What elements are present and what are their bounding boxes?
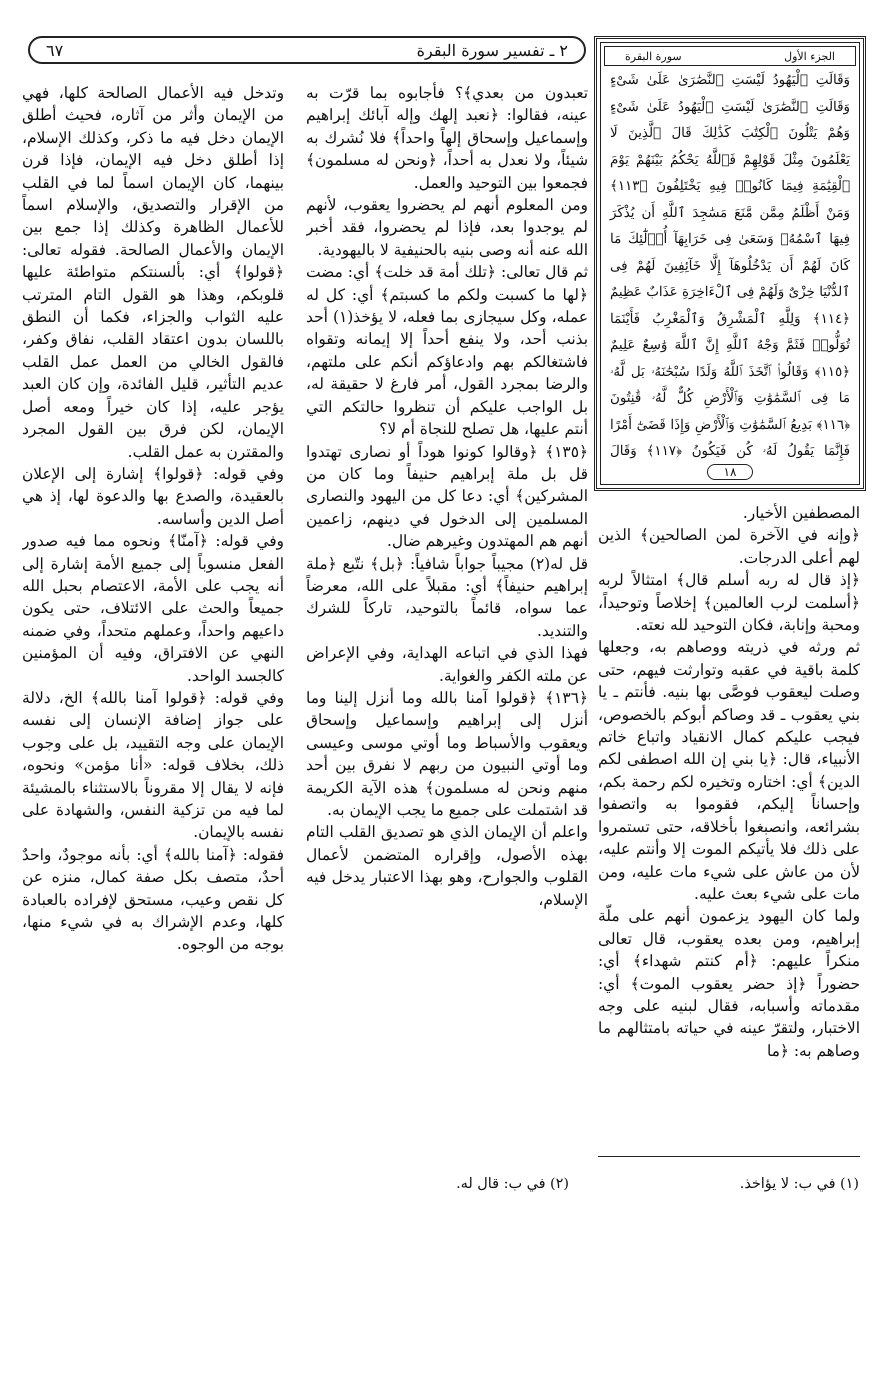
paragraph: قل له(٢) مجيباً جواباً شافياً: ﴿بل﴾ نتّبع ﴿ملة إبراهيم حنيفاً﴾ أي: مقبلاً على الله، معرضاً عما سواه، قائماً بالتوحيد، تاركاً للشرك والتنديد.	[306, 554, 588, 640]
paragraph: ﴿١٣٦﴾ ﴿قولوا آمنا بالله وما أنزل إلينا وما أنزل إلى إبراهيم وإسماعيل وإسحاق ويعقوب والأسباط وما أوتي موسى وعيسى وما أوتي النبيون من ربهم لا نفرق بين أحد منهم ونحن له مسلمون﴾ هذه الآية الكريمة قد اشتملت على جميع ما يجب الإيمان به.	[306, 688, 588, 819]
page-number: ٦٧	[46, 40, 64, 60]
paragraph: ﴿وإنه في الآخرة لمن الصالحين﴾ الذين لهم أعلى الدرجات.	[598, 526, 860, 567]
quran-verses: وَقَالَتِ ٱلْيَهُودُ لَيْسَتِ ٱلنَّصَٰرَىٰ عَلَىٰ شَىْءٍ وَقَالَتِ ٱلنَّصَٰرَىٰ لَيْسَتِ ٱلْيَهُودُ عَلَىٰ شَىْءٍ وَهُمْ يَتْلُونَ ٱلْكِتَٰبَ كَذَٰلِكَ قَالَ ٱلَّذِينَ لَا يَعْلَمُونَ مِثْلَ قَوْلِهِمْ فَٱللَّهُ يَحْكُمُ بَيْنَهُمْ يَوْمَ ٱلْقِيَٰمَةِ فِيمَا كَانُوا۟ فِيهِ يَخْتَلِفُونَ ﴿١١٣﴾ وَمَنْ أَظْلَمُ مِمَّن مَّنَعَ مَسَٰجِدَ ٱللَّهِ أَن يُذْكَرَ فِيهَا ٱسْمُهُۥ وَسَعَىٰ فِى خَرَابِهَآ أُو۟لَٰٓئِكَ مَا كَانَ لَهُمْ أَن يَدْخُلُوهَآ إِلَّا خَآئِفِينَ لَهُمْ فِى ٱلدُّنْيَا خِزْىٌ وَلَهُمْ فِى ٱلْءَاخِرَةِ عَذَابٌ عَظِيمٌ ﴿١١٤﴾ وَلِلَّهِ ٱلْمَشْرِقُ وَٱلْمَغْرِبُ فَأَيْنَمَا تُوَلُّوا۟ فَثَمَّ وَجْهُ ٱللَّهِ إِنَّ ٱللَّهَ وَٰسِعٌ عَلِيمٌ ﴿١١٥﴾ وَقَالُوا۟ ٱتَّخَذَ ٱللَّهُ وَلَدًا سُبْحَٰنَهُۥ بَل لَّهُۥ مَا فِى ٱلسَّمَٰوَٰتِ وَٱلْأَرْضِ كُلٌّ لَّهُۥ قَٰنِتُونَ ﴿١١٦﴾ بَدِيعُ ٱلسَّمَٰوَٰتِ وَٱلْأَرْضِ وَإِذَا قَضَىٰٓ أَمْرًا فَإِنَّمَا يَقُولُ لَهُۥ كُن فَيَكُونُ ﴿١١٧﴾ وَقَالَ	[610, 73, 851, 459]
paragraph: ثم ورثه في ذريته ووصاهم به، وجعلها كلمة باقية في عقبه وتوارثت فيهم، حتى وصلت ليعقوب فوصَّى بها بنيه. فأنتم ـ يا بني يعقوب ـ قد وصاكم أبوكم بالخصوص، فيجب عليكم كمال الانقياد واتباع خاتم الأنبياء، قال: ﴿يا بني إن الله اصطفى لكم الدين﴾ أي: اختاره وتخيره لكم رحمة بكم، وإحساناً إليكم، فقوموا به واتصفوا بشرائعه، وانصبغوا بأخلاقه، حتى تستمروا على ذلك فلا يأتيكم الموت إلا وأنتم عليه، لأن من عاش على شيء مات عليه، ومن مات على شيء بعث عليه.	[598, 638, 860, 903]
quran-box-header	[604, 46, 856, 66]
footnote-1: (١) في ب: لا يؤاخذ.	[739, 1176, 859, 1192]
surah-label: سورة البقرة	[625, 49, 682, 63]
paragraph: وفي قوله: ﴿قولوا آمنا بالله﴾ الخ، دلالة على جواز إضافة الإنسان إلى نفسه الإيمان على وجه التقييد، بل على وجوب ذلك، بخلاف قوله: «أنا مؤمن» ونحوه، فإنه لا يقال إلا مقروناً بالاستثناء بالمشيئة لما فيه من تزكية النفس، والشهادة على نفسه بالإيمان.	[22, 688, 284, 842]
paragraph: ومن المعلوم أنهم لم يحضروا يعقوب، لأنهم لم يوجدوا بعد، فإذا لم يحضروا، فقد أخبر الله عنه أنه وصى بنيه بالحنيفية لا باليهودية.	[306, 196, 588, 259]
paragraph: وتدخل فيه الأعمال الصالحة كلها، فهي من الإيمان وأثر من آثاره، فحيث أطلق الإيمان دخل فيه ما ذكر، وكذلك الإسلام، إذا أطلق دخل فيه الإيمان، فإذا قرن بينهما، كان الإيمان اسماً لما في القلب من الإقرار والتصديق، والإسلام اسماً للأعمال الظاهرة وكذلك إذا جمع بين الإيمان والأعمال الصالحة. فقوله تعالى: ﴿قولوا﴾ أي: بألسنتكم متواطئة عليها قلوبكم، وهذا هو القول التام المترتب عليه الثواب والجزاء، فكما أن النطق باللسان بدون اعتقاد القلب، نفاق وكفر، فالقول الخالي من العمل عمل القلب عديم التأثير، قليل الفائدة، وإن كان العبد يؤجر عليه، إذا كان خيراً ومعه أصل الإيمان، لكن فرق بين القول المجرد والمقترن به عمل القلب.	[22, 84, 284, 461]
paragraph: ﴿١٣٥﴾ ﴿وقالوا كونوا هوداً أو نصارى تهتدوا قل بل ملة إبراهيم حنيفاً وما كان من المشركين﴾ أي: دعا كل من اليهود والنصارى المسلمين إلى الدخول في دينهم، زاعمين أنهم هم المهتدون وغيرهم ضال.	[306, 442, 588, 551]
footnote-2: (٢) في ب: قال له.	[456, 1176, 569, 1192]
quran-text-box	[594, 36, 866, 491]
paragraph: وفي قوله: ﴿قولوا﴾ إشارة إلى الإعلان بالعقيدة، والصدع بها والدعوة لها، إذ هي أصل الدين وأساسه.	[22, 464, 284, 528]
paragraph: ولما كان اليهود يزعمون أنهم على ملّة إبراهيم، ومن بعده يعقوب، قال تعالى منكراً عليهم: ﴿أم كنتم شهداء﴾ أي: حضوراً ﴿إذ حضر يعقوب الموت﴾ أي: مقدماته وأسبابه، فقال لبنيه على وجه الاختبار، ولتقرّ عينه في حياته بامتثالهم ما وصاهم به: ﴿ما	[598, 907, 860, 1060]
paragraph: واعلم أن الإيمان الذي هو تصديق القلب التام بهذه الأصول، وإقراره المتضمن لأعمال القلوب والجوارح، وهو بهذا الاعتبار يدخل فيه الإسلام،	[306, 823, 588, 909]
column-middle	[306, 82, 588, 1162]
juz-label: الجزء الأول	[784, 49, 835, 63]
header-title: ٢ ـ تفسير سورة البقرة	[416, 40, 568, 60]
paragraph: ﴿إذ قال له ربه أسلم قال﴾ امتثالاً لربه ﴿أسلمت لرب العالمين﴾ إخلاصاً وتوحيداً، ومحبة وإنابة، فكان التوحيد لله نعته.	[598, 571, 860, 635]
column-right	[598, 502, 860, 1142]
paragraph: المصطفين الأخيار.	[742, 504, 860, 522]
paragraph: وفي قوله: ﴿آمنّا﴾ ونحوه مما فيه صدور الفعل منسوباً إلى جميع الأمة إشارة إلى أنه يجب على الأمة، الاعتصام بحبل الله جميعاً والحث على الائتلاف، حتى يكون داعيهم واحداً، وعملهم متحداً، وفي ضمنه النهي عن الافتراق، وفيه أن المؤمنين كالجسد الواحد.	[22, 532, 284, 685]
paragraph: فقوله: ﴿آمنا بالله﴾ أي: بأنه موجودٌ، واحدٌ أحدٌ، متصف بكل صفة كمال، منزه عن كل نقص وعيب، مستحق لإفراده بالعبادة كلها، وعدم الإشراك به في شيء منها، بوجه من الوجوه.	[22, 845, 284, 954]
paragraph: تعبدون من بعدي﴾؟ فأجابوه بما قرّت به عينه، فقالوا: ﴿نعبد إلهك وإله آبائك إبراهيم وإسماعيل وإسحاق إلهاً واحداً﴾ فلا نُشرك به شيئاً، ولا نعدل به أحداً، ﴿ونحن له مسلمون﴾ فجمعوا بين التوحيد والعمل.	[306, 84, 588, 192]
quran-page-number: ١٨	[707, 464, 754, 480]
footnote-divider	[598, 1156, 860, 1157]
column-left	[22, 82, 284, 1162]
paragraph: ثم قال تعالى: ﴿تلك أمة قد خلت﴾ أي: مضت ﴿لها ما كسبت ولكم ما كسبتم﴾ أي: كل له عمله، وكل سيجازى بما فعله، لا يؤخذ(١) أحد بذنب أحد، ولا ينفع أحداً إلا إيمانه وتقواه فاشتغالكم بهم وادعاؤكم أنكم على ملتهم، والرضا بمجرد القول، أمر فارغ لا حقيقة له، بل الواجب عليكم أن تنظروا حالتكم التي أنتم عليها، هل تصلح للنجاة أم لا؟	[306, 263, 588, 439]
paragraph: فهذا الذي في اتباعه الهداية، وفي الإعراض عن ملته الكفر والغواية.	[306, 644, 588, 685]
running-header	[28, 36, 586, 64]
